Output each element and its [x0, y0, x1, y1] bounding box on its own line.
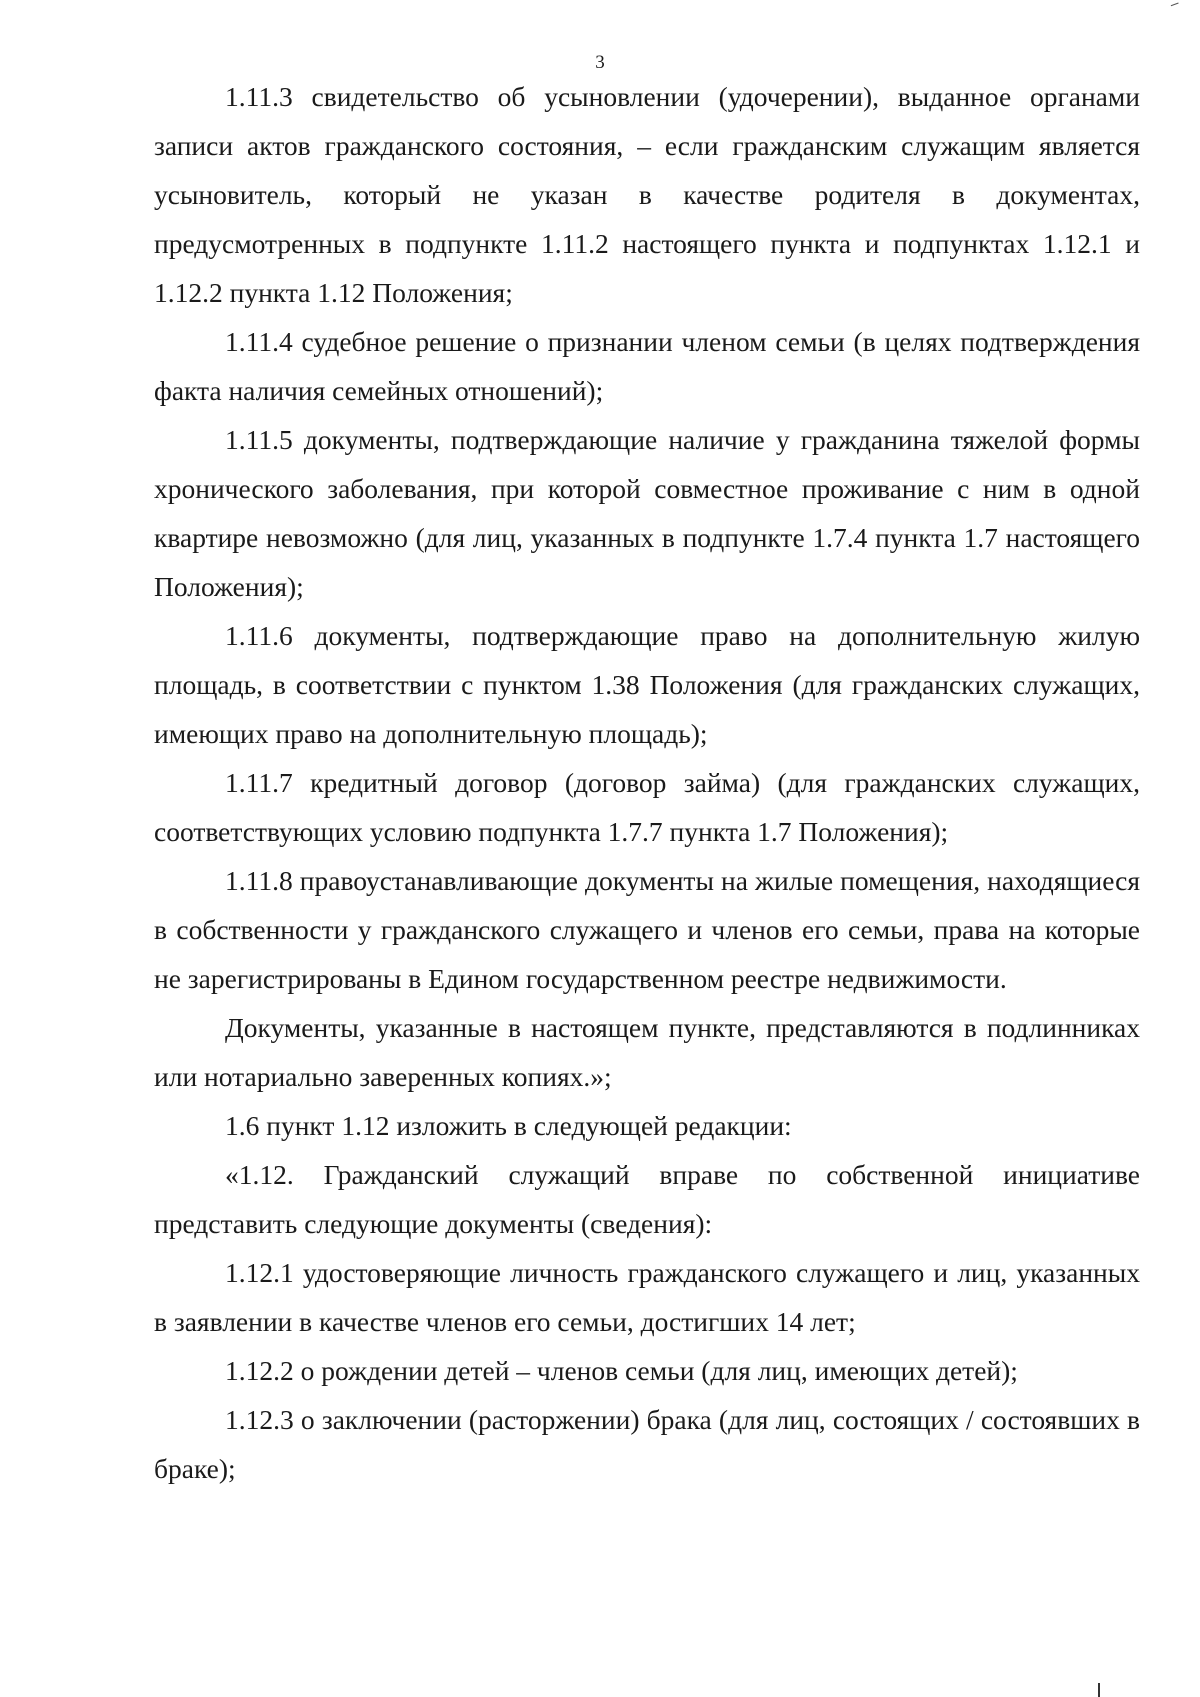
paragraph-1-11-6: 1.11.6 документы, подтверждающие право на дополнительную жилую площадь, в соответствии с пунктом 1.38 Положения (для гражданских служащих, имеющих право на дополнительную площадь); — [154, 620, 1140, 749]
paragraph-1-12-2: 1.12.2 о рождении детей – членов семьи (для лиц, имеющих детей); — [225, 1355, 1018, 1386]
paragraph-1-11-4: 1.11.4 судебное решение о признании членом семьи (в целях подтверждения факта наличия семейных отношений); — [154, 326, 1140, 406]
paragraph-1-11-8: 1.11.8 правоустанавливающие документы на жилые помещения, находящиеся в собственности у гражданского служащего и членов его семьи, права на которые не зарегистрированы в Едином государственном реестре недвижимости. — [154, 865, 1140, 994]
paragraph-1-12-1: 1.12.1 удостоверяющие личность гражданского служащего и лиц, указанных в заявлении в качестве членов его семьи, достигших 14 лет; — [154, 1257, 1140, 1337]
paragraph-documents-note: Документы, указанные в настоящем пункте, представляются в подлинниках или нотариально заверенных копиях.»; — [154, 1012, 1140, 1092]
paragraph-1-11-7: 1.11.7 кредитный договор (договор займа) (для гражданских служащих, соответствующих условию подпункта 1.7.7 пункта 1.7 Положения); — [154, 767, 1140, 847]
paragraph-1-6: 1.6 пункт 1.12 изложить в следующей редакции: — [225, 1110, 792, 1141]
paragraph-1-11-3: 1.11.3 свидетельство об усыновлении (удочерении), выданное органами записи актов гражданского состояния, – если гражданским служащим является усыновитель, который не указан в качестве родителя в документах, предусмотренных в подпункте 1.11.2 настоящего пункта и подпунктах 1.12.1 и 1.12.2 пункта 1.12 Положения; — [154, 81, 1140, 308]
document-body — [154, 72, 1140, 1493]
paragraph-1-12-3: 1.12.3 о заключении (расторжении) брака (для лиц, состоящих / состоявших в браке); — [154, 1404, 1140, 1484]
paragraph-1-11-5: 1.11.5 документы, подтверждающие наличие у гражданина тяжелой формы хронического заболевания, при которой совместное проживание с ним в одной квартире невозможно (для лиц, указанных в подпункте 1.7.4 пункта 1.7 настоящего Положения); — [154, 424, 1140, 602]
scan-mark — [1169, 0, 1178, 6]
page-number: 3 — [595, 52, 605, 73]
paragraph-1-12: «1.12. Гражданский служащий вправе по собственной инициативе представить следующие документы (сведения): — [154, 1159, 1140, 1239]
scan-mark-bottom — [1098, 1683, 1100, 1697]
